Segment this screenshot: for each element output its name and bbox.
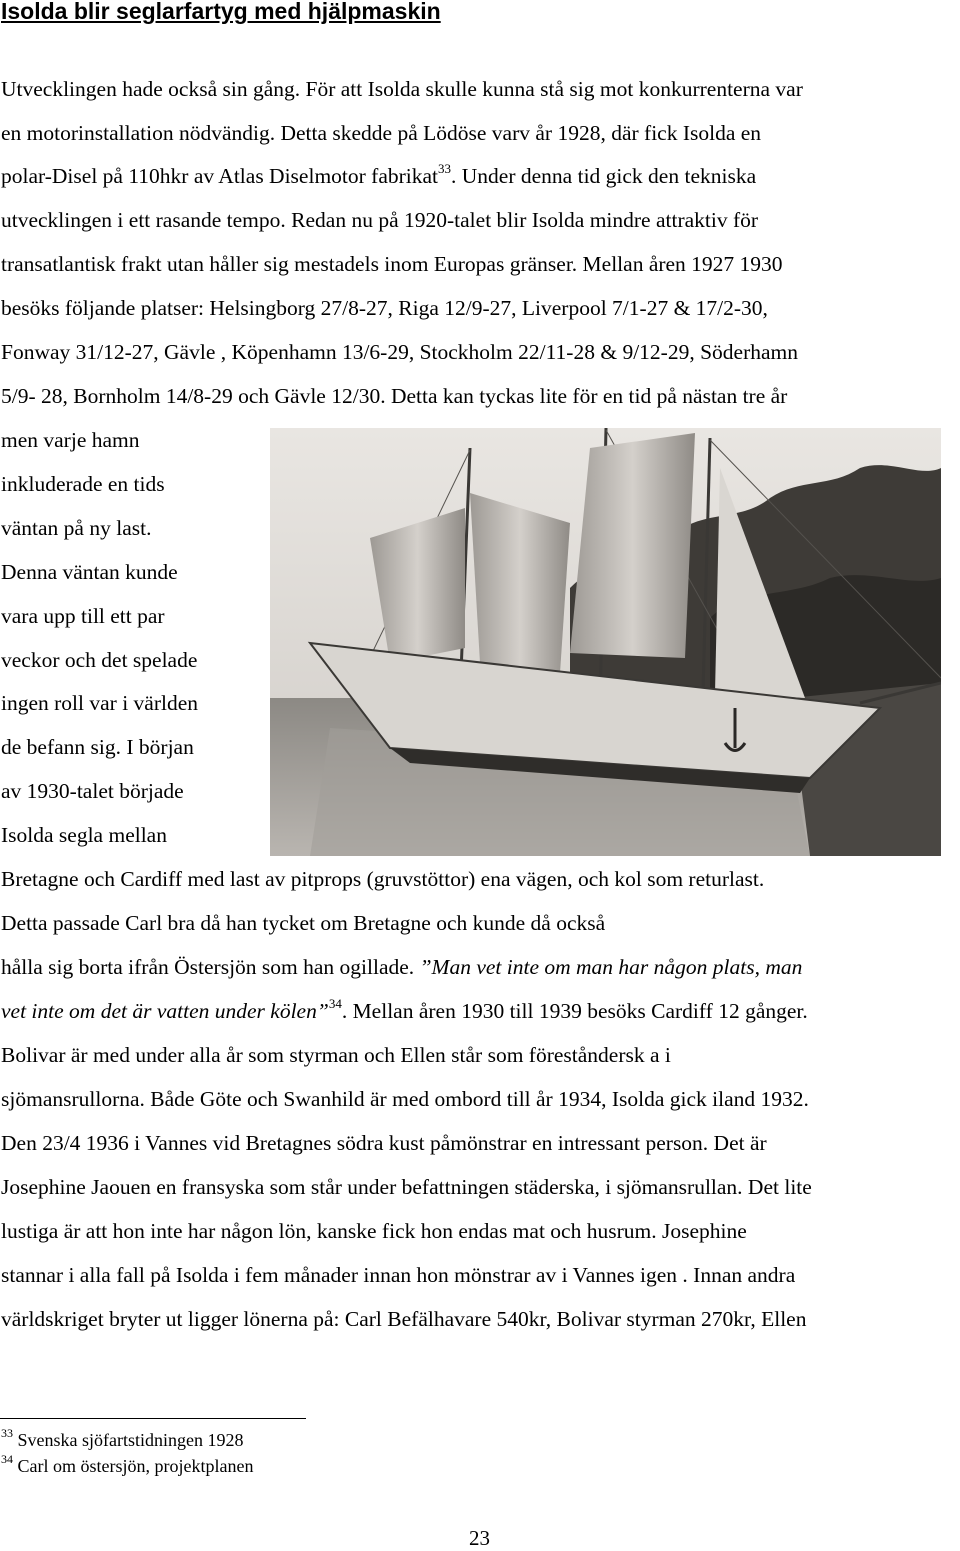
text-line: Bolivar är med under alla år som styrman och Ellen står som föreståndersk a i: [1, 1043, 671, 1067]
text-line: Bretagne och Cardiff med last av pitprops (gruvstöttor) ena vägen, och kol som returlast.: [1, 867, 765, 891]
text-line: inkluderade en tids: [1, 472, 165, 496]
text-line: 5/9- 28, Bornholm 14/8-29 och Gävle 12/30. Detta kan tyckas lite för en tid på nästan tre år: [1, 384, 788, 408]
text-line: sjömansrullorna. Både Göte och Swanhild är med ombord till år 1934, Isolda gick iland 1932.: [1, 1087, 809, 1111]
text-line: Denna väntan kunde: [1, 560, 178, 584]
text-line: hålla sig borta ifrån Östersjön som han ogillade. ”Man vet inte om man har någon plats, man: [1, 955, 803, 979]
text-line: Isolda segla mellan: [1, 823, 167, 847]
text-line: lustiga är att hon inte har någon lön, kanske fick hon endas mat och husrum. Josephine: [1, 1219, 747, 1243]
text-line: en motorinstallation nödvändig. Detta skedde på Lödöse varv år 1928, där fick Isolda en: [1, 121, 762, 145]
footnote-ref-34[interactable]: 34: [328, 995, 342, 1011]
text-line: stannar i alla fall på Isolda i fem månader innan hon mönstrar av i Vannes igen . Innan andra: [1, 1263, 796, 1287]
page-number: 23: [469, 1526, 490, 1550]
footnote-divider: [0, 1418, 306, 1419]
text-line: väntan på ny last.: [1, 516, 152, 540]
text-line: världskriget bryter ut ligger lönerna på: Carl Befälhavare 540kr, Bolivar styrman 270kr, Ellen: [1, 1307, 807, 1331]
footnote-34: $^{34}$ Carl om östersjön, projektplanen: [1, 1452, 254, 1476]
text-line: utvecklingen i ett rasande tempo. Redan nu på 1920-talet blir Isolda mindre attraktiv för: [1, 208, 759, 232]
text-line: men varje hamn: [1, 428, 140, 452]
sailing-ship-photo: [270, 428, 941, 856]
text-line: Utvecklingen hade också sin gång. För att Isolda skulle kunna stå sig mot konkurrenterna var: [1, 77, 803, 101]
text-line: besöks följande platser: Helsingborg 27/8-27, Riga 12/9-27, Liverpool 7/1-27 & 17/2-30,: [1, 296, 768, 320]
text-line: av 1930-talet började: [1, 779, 184, 803]
text-line: veckor och det spelade: [1, 648, 198, 672]
text-line: Detta passade Carl bra då han tycket om Bretagne och kunde då också: [1, 911, 606, 935]
text-line: de befann sig. I början: [1, 735, 194, 759]
text-line: Josephine Jaouen en fransyska som står under befattningen städerska, i sjömansrullan. Det lite: [1, 1175, 812, 1199]
footnote-33: $^{33}$ Svenska sjöfartstidningen 1928: [1, 1426, 244, 1450]
text-line: vara upp till ett par: [1, 604, 165, 628]
quote: ”Man vet inte om man har någon plats, man: [419, 955, 803, 979]
quote: vet inte om det är vatten under kölen”: [1, 999, 329, 1023]
text-line: Den 23/4 1936 i Vannes vid Bretagnes södra kust påmönstrar en intressant person. Det är: [1, 1131, 767, 1155]
text-line: transatlantisk frakt utan håller sig mestadels inom Europas gränser. Mellan åren 1927 1930: [1, 252, 783, 276]
text-line: vet inte om det är vatten under kölen”$^{34}$. Mellan åren 1930 till 1939 besöks Cardiff 12 gånger.: [1, 995, 808, 1023]
text-line: ingen roll var i världen: [1, 691, 199, 715]
page-title: Isolda blir seglarfartyg med hjälpmaskin: [1, 0, 441, 24]
text-line: Fonway 31/12-27, Gävle , Köpenhamn 13/6-29, Stockholm 22/11-28 & 9/12-29, Söderhamn: [1, 340, 799, 364]
text-line: polar-Disel på 110hkr av Atlas Diselmotor fabrikat$^{33}$. Under denna tid gick den tekniska: [1, 160, 757, 188]
footnote-ref-33[interactable]: 33: [438, 160, 452, 176]
